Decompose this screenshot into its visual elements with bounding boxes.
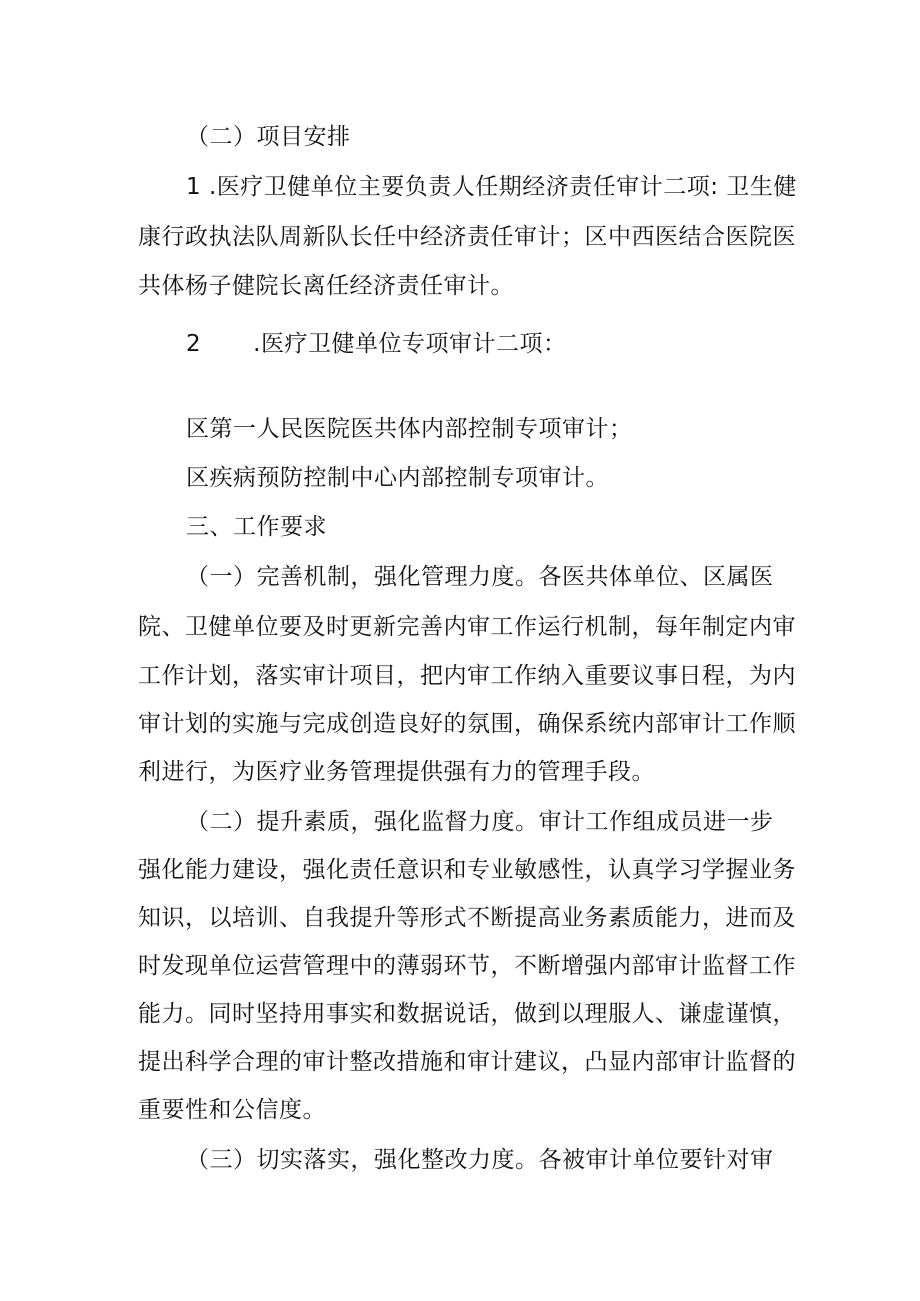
paragraph-line: 知识，以培训、自我提升等形式不断提高业务素质能力，进而及: [138, 905, 796, 931]
paragraph-line: （三）切实落实，强化整改力度。各被审计单位要针对审: [186, 1147, 774, 1173]
paragraph-line: 强化能力建设，强化责任意识和专业敏感性，认真学习学握业务: [138, 857, 796, 883]
paragraph-line: 共体杨子健院长离任经济责任审计。: [138, 273, 514, 299]
paragraph-line: 院、卫健单位要及时更新完善内审工作运行机制，每年制定内审: [138, 614, 796, 640]
paragraph-line: （一）完善机制，强化管理力度。各医共体单位、区属医: [186, 564, 774, 590]
list-sub-item: 区第一人民医院医共体内部控制专项审计；: [186, 416, 633, 442]
list-number: 2: [186, 331, 202, 357]
paragraph-line: 康行政执法队周新队长任中经济责任审计；区中西医结合医院医: [138, 224, 796, 250]
paragraph-line: 利进行，为医疗业务管理提供强有力的管理手段。: [138, 759, 655, 785]
paragraph-line: 1 .医疗卫健单位主要负责人任期经济责任审计二项: 卫生健: [186, 174, 797, 200]
paragraph-line: 审计划的实施与完成创造良好的氛围，确保系统内部审计工作顺: [138, 711, 796, 737]
list-item-text: .医疗卫健单位专项审计二项：: [253, 331, 567, 357]
paragraph-line: 能力。同时坚持用事实和数据说话，做到以理服人、谦虚谨慎，: [138, 1001, 796, 1027]
list-sub-item: 区疾病预防控制中心内部控制专项审计。: [186, 465, 609, 491]
paragraph-line: 工作计划，落实审计项目，把内审工作纳入重要议事日程，为内: [138, 663, 796, 689]
section-heading-project-arrangement: （二）项目安排: [186, 124, 351, 150]
section-heading-work-requirements: 三、工作要求: [186, 514, 327, 540]
list-item-2: [186, 329, 566, 359]
paragraph-line: 重要性和公信度。: [138, 1097, 326, 1123]
paragraph-line: 提出科学合理的审计整改措施和审计建议，凸显内部审计监督的: [138, 1049, 796, 1075]
paragraph-line: （二）提升素质，强化监督力度。审计工作组成员进一步: [186, 809, 774, 835]
paragraph-line: 时发现单位运营管理中的薄弱环节，不断增强内部审计监督工作: [138, 953, 796, 979]
